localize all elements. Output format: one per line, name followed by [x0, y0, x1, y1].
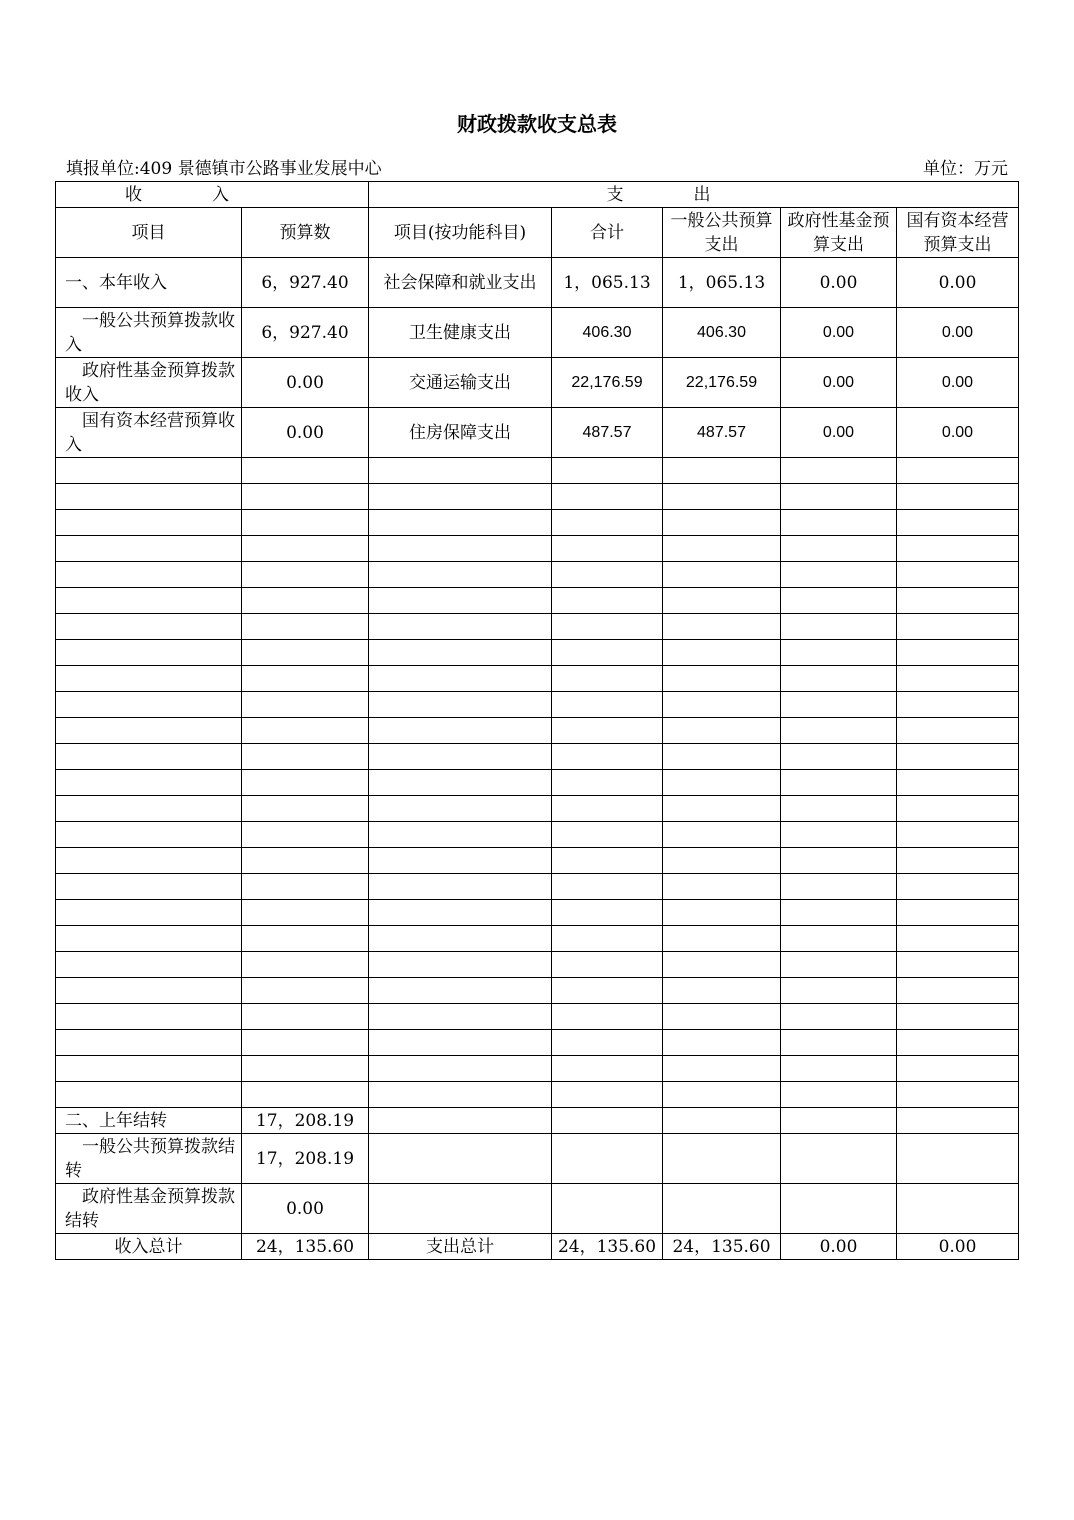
state-capital-cell: 0.00: [897, 258, 1019, 308]
empty-row: [56, 952, 1019, 978]
gov-fund-cell: 0.00: [781, 258, 897, 308]
col-total: 合计: [552, 208, 663, 258]
empty-row: [56, 692, 1019, 718]
income-item-cell: 二、上年结转: [56, 1108, 242, 1134]
empty-row: [56, 458, 1019, 484]
table-row: [56, 308, 1019, 358]
column-header-row: [56, 208, 1019, 258]
budget-cell: 0.00: [242, 408, 369, 458]
empty-row: [56, 1030, 1019, 1056]
empty-row: [56, 510, 1019, 536]
col-budget: 预算数: [242, 208, 369, 258]
state-capital-cell: 0.00: [897, 408, 1019, 458]
expense-total-label: 支出总计: [369, 1234, 552, 1260]
gov-fund-cell: 0.00: [781, 358, 897, 408]
empty-row: [56, 770, 1019, 796]
general-public-total: 24，135.60: [663, 1234, 781, 1260]
income-total-value: 24，135.60: [242, 1234, 369, 1260]
budget-cell: 0.00: [242, 358, 369, 408]
empty-row: [56, 588, 1019, 614]
budget-cell: 17，208.19: [242, 1108, 369, 1134]
expense-group-label: 支出: [606, 184, 781, 205]
income-item-cell: 一般公共预算拨款结转: [56, 1134, 242, 1184]
income-item-cell: 国有资本经营预算收入: [56, 408, 242, 458]
total-cell: 1，065.13: [552, 258, 663, 308]
expense-item-cell: 交通运输支出: [369, 358, 552, 408]
general-public-cell: 22,176.59: [663, 358, 781, 408]
empty-row: [56, 718, 1019, 744]
empty-row: [56, 1004, 1019, 1030]
expense-item-cell: 卫生健康支出: [369, 308, 552, 358]
budget-cell: 17，208.19: [242, 1134, 369, 1184]
general-public-cell: 406.30: [663, 308, 781, 358]
table-row: [56, 258, 1019, 308]
col-income-item: 项目: [56, 208, 242, 258]
expense-item-cell: 住房保障支出: [369, 408, 552, 458]
empty-row: [56, 1056, 1019, 1082]
document-title: 财政拨款收支总表: [457, 112, 617, 136]
budget-table: [55, 181, 1019, 1260]
empty-row: [56, 536, 1019, 562]
state-capital-cell: 0.00: [897, 308, 1019, 358]
col-general-public: 一般公共预算支出: [663, 208, 781, 258]
empty-row: [56, 744, 1019, 770]
total-cell: 487.57: [552, 408, 663, 458]
empty-row: [56, 926, 1019, 952]
state-capital-total: 0.00: [897, 1234, 1019, 1260]
income-item-cell: 一、本年收入: [56, 258, 242, 308]
expense-item-cell: 社会保障和就业支出: [369, 258, 552, 308]
budget-cell: 6，927.40: [242, 258, 369, 308]
gov-fund-cell: 0.00: [781, 308, 897, 358]
empty-row: [56, 666, 1019, 692]
income-group-header: [56, 182, 369, 208]
carryover-row: [56, 1184, 1019, 1234]
income-item-cell: 政府性基金预算拨款收入: [56, 358, 242, 408]
general-public-cell: 487.57: [663, 408, 781, 458]
empty-row: [56, 562, 1019, 588]
state-capital-cell: 0.00: [897, 358, 1019, 408]
empty-row: [56, 796, 1019, 822]
table-row: [56, 358, 1019, 408]
currency-unit: 单位：万元: [923, 159, 1008, 179]
empty-row: [56, 484, 1019, 510]
expense-group-header: [369, 182, 1019, 208]
col-state-capital: 国有资本经营预算支出: [897, 208, 1019, 258]
empty-row: [56, 640, 1019, 666]
col-expense-item: 项目(按功能科目): [369, 208, 552, 258]
gov-fund-cell: 0.00: [781, 408, 897, 458]
gov-fund-total: 0.00: [781, 1234, 897, 1260]
budget-cell: 6，927.40: [242, 308, 369, 358]
empty-row: [56, 848, 1019, 874]
unit-line: [66, 154, 1008, 178]
table-row: [56, 408, 1019, 458]
total-cell: 406.30: [552, 308, 663, 358]
general-public-cell: 1，065.13: [663, 258, 781, 308]
reporting-unit: 填报单位:409 景德镇市公路事业发展中心: [66, 159, 382, 179]
group-header-row: [56, 182, 1019, 208]
carryover-row: [56, 1134, 1019, 1184]
empty-row: [56, 874, 1019, 900]
carryover-row: [56, 1108, 1019, 1134]
empty-row: [56, 1082, 1019, 1108]
income-item-cell: 一般公共预算拨款收入: [56, 308, 242, 358]
totals-row: [56, 1234, 1019, 1260]
income-group-label: 收入: [125, 184, 299, 205]
empty-row: [56, 900, 1019, 926]
income-total-label: 收入总计: [56, 1234, 242, 1260]
income-item-cell: 政府性基金预算拨款结转: [56, 1184, 242, 1234]
empty-row: [56, 822, 1019, 848]
total-cell: 22,176.59: [552, 358, 663, 408]
col-gov-fund: 政府性基金预算支出: [781, 208, 897, 258]
empty-row: [56, 614, 1019, 640]
expense-total-value: 24，135.60: [552, 1234, 663, 1260]
budget-cell: 0.00: [242, 1184, 369, 1234]
empty-row: [56, 978, 1019, 1004]
